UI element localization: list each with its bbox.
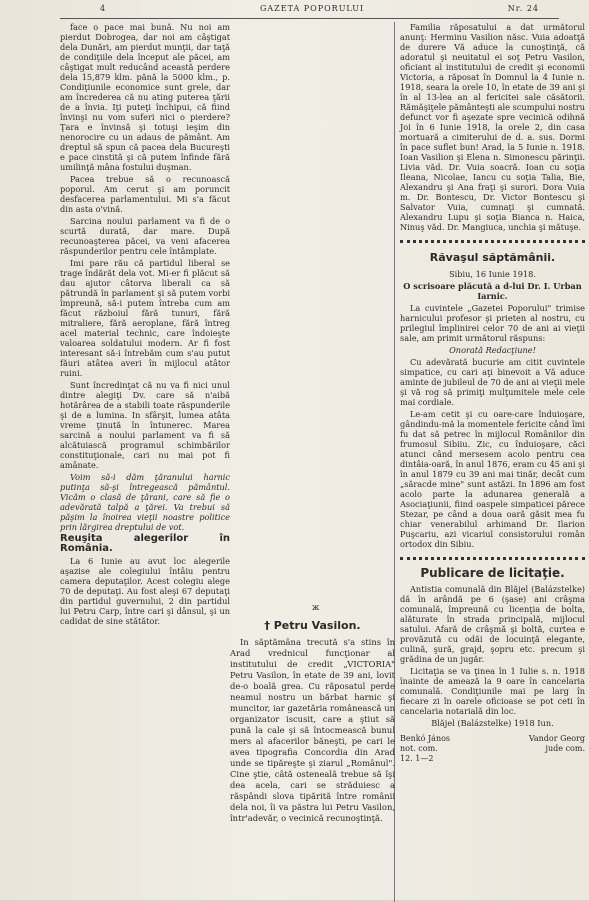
ornament-mark: ж — [312, 603, 320, 612]
ravas-letter-paragraph: Le-am cetit şi cu oare-care înduioşare, gândindu-mă la momentele fericite când îmi fu dat să petrec în mijlocul Românilor din frumosul Sibiiu. Zic, cu înduioşare, căci atunci când mersesem acolo pentru cea dintâia-oară, în anul 1876, eram cu 45 ani şi în anul 1879 cu 39 ani mai tinăr, decât cum „săracde mine" sunt astăzi. In 1896 am fost acolo parte la adunarea generală a Asociaţiunii, fiind oaspele simpaticei părece Stezar, pe când a doua oară găsit mea fu chiar venerabilul arhimand Dr. Ilarion Puşcariu, azi vicariul consistorului român ortodox din Sibiu. — [400, 409, 585, 549]
article-paragraph: face o pace mai bună. Nu noi am pierdut Dobrogea, dar noi am câştigat dela Dunări, am pierdut munţii, dar taţă de condiţiile dela început ale păcei, am câştigat mult reducând această perdere dela 15,879 klm. pănă la 5000 klm., p. Condiţiunile economice sunt grele, dar am încrederea că nu ating puterea ţării de a învia. Iţi puteţi închipui, că fiind învinşi nu vom suferi nici o pierdere? Ţara e învinsă şi totuşi ieşim din nenorocire cu un adaus de pământ. Am dreptul să spun că pacea dela Bucureşti e pace cinstită şi că putem înfinde fără umilinţă mâna fostului duşman. — [60, 22, 230, 172]
obituary-notice: Familia răposatului a dat următorul anunţ: Herminu Vasilion născ. Vuia adoatţă de durere Vă aduce la cunoştinţă, că adoratul şi neuitatul ei soţ Petru Vasilon, oficiant al institutului de credit şi economii Victoria, a răposat în Domnul la 4 Iunie n. 1918, seara la orele 10, în etate de 39 ani şi în al 13-lea an al fericitei sale căsătorii. Rămăşiţele pământeşti ale scumpului nostru defunct vor fi aşezate spre vecinică odihnă Joi în 6 Iunie 1918, la orele 2, din casa mortuară a cimiterului de d. a. sus. Dormi în pace suflet bun! Arad, la 5 Iunie n. 1918. Ioan Vasilion şi Elena n. Simonescu părinţii. Livia văd. Dr. Vuia soacră. Ioan cu soţia Ileana, Nicolae, Iancu cu soţia Talia, Bie, Alexandru şi Ana fraţi şi surori. Dora Vuia m. Dr. Bontescu, Dr. Victor Bontescu şi Salvator Vuia, cumnaţi şi cumnată. Alexandru Lupu şi soţia Bianca n. Haica, Ninuş văd. Dr. Mangiuca, unchia şi mătuşe. — [400, 22, 585, 232]
ravas-date: Sibiu, 16 Iunie 1918. — [449, 269, 536, 279]
obituary-article — [230, 620, 395, 890]
signatory-left-name: Benkó János — [400, 734, 451, 743]
issue-number: Nr. 24 — [507, 4, 539, 13]
article-paragraph: Imi pare rău că partidul liberal se trage îndărăt dela vot. Mi-er fi plăcut să dau ajutor câtorva liberali ca să pătrundă în parlament şi să putem vorbi împreună, să-i putem întreba cum am făcut războiul fără tunuri, fără mitraliere, fără aeroplane, fără întreg acel material technic, care îndoieşte valoarea soldatului modern. Ar fi fost interesant să-i întrebăm cum s'au putut făuri atâtea averi în mijlocul atâtor ruini. — [60, 258, 230, 378]
auction-place-date: Blăjel (Balázstelke) 1918 Iun. — [431, 718, 554, 728]
ravas-letter-paragraph: Cu adevărată bucurie am citit cuvintele simpatice, cu cari aţi binevoit a Vă aduce aminte de jubileul de 70 de ani ai vieţii mele şi vă rog să primiţi mulţumitele mele cele mai cordiale. — [400, 357, 585, 407]
ad-reference: 12. 1—2 — [400, 754, 434, 763]
auction-heading: Publicare de licitaţie. — [420, 566, 565, 580]
newspaper-title: GAZETA POPORULUI — [260, 4, 365, 13]
signatory-right-name: Vandor Georg — [528, 734, 585, 743]
article-paragraph: Sarcina noului parlament va fi de o scurtă durată, dar mare. După recunoaşterea păcei, va veni afacerea răspunderilor pentru cele întâmplate. — [60, 216, 230, 256]
signatory-left-role: not. com. — [400, 744, 438, 753]
ravas-subheading: O scrisoare plăcută a d-lui Dr. I. Urban Iarnic. — [403, 281, 582, 301]
dotted-separator — [400, 240, 585, 243]
signatory-right-role: jude com. — [545, 744, 585, 753]
section-text: La 6 Iunie au avut loc alegerile aşazise ale colegiului întâiu pentru camera deputaţilor. Acest colegiu alege 70 de deputaţi. Au fost aleşi 67 deputaţi din partidul guvernului, 2 din partidul lui Petru Carp, între cari şi dânsul, şi un cadidat de sine stătător. — [60, 556, 230, 626]
page-number: 4 — [100, 4, 107, 13]
article-paragraph: Pacea trebue să o recunoască poporul. Am cerut şi am poruncit desfacerea parlamentului. Mi s'a făcut din asta o'vină. — [60, 174, 230, 214]
header-rule — [60, 18, 559, 19]
auction-paragraph: Licitaţia se va ţinea în 1 Iulie s. n. 1918 înainte de amează la 9 oare în cancelaria comunală. Condiţiunile mai pe larg în fiecare zi în oarele oficioase se pot ceti în cancelaria notarială din loc. — [400, 666, 585, 716]
section-heading: Reuşita alegerilor în România. — [60, 533, 230, 554]
left-column — [60, 22, 230, 626]
ravas-intro: La cuvintele „Gazetei Poporului" trimise harnicului profesor şi prieten al nostru, cu prilegiul împlinirei celor 70 de ani ai vieţii sale, am primit următorul răspuns: — [400, 303, 585, 343]
article-paragraph: Voim să-i dăm ţăranului harnic putinţa să-şi întregească pământul. Vicăm o clasă de ţărani, care să fie o adevărată talpă a ţărei. Va trebui să păşim la înoirea vieţii noastre politice prin lărgirea dreptului de vot. — [60, 472, 230, 532]
ravas-heading: Răvaşul săptămânii. — [429, 251, 556, 264]
dotted-separator — [400, 557, 585, 560]
right-column — [400, 22, 585, 882]
obituary-title: † Petru Vasilon. — [264, 619, 361, 632]
page-header — [60, 4, 549, 18]
article-paragraph: Sunt încredinţat că nu va fi nici unul dintre alegiţi Dv. care să n'aibă hotărârea de a stabili toate răspunderile şi de a lumina. In sfârşit, lumea atâta vreme ţinută în întunerec. Marea sarcină a noului parlament va fi să alcătuiască programul schimbărilor constituţionale, cari nu mai pot fi amânate. — [60, 380, 230, 470]
signature-block — [400, 734, 585, 764]
ravas-salutation: Onorată Redacţiune! — [449, 345, 536, 355]
auction-paragraph: Antistia comunală din Blăjel (Balázstelke) dă în arândă pe 6 (şase) ani crâşma comunală, împreună cu licenţia de bolta, alăturate în strada principală, mijlocul satului. Afară de crâşmă şi boltă, curtea e provăzută cu odăi de locuinţă elegante, culină, şură, grajd, şopru etc. precum şi grădina de un jugăr. — [400, 584, 585, 664]
obituary-text: In săptămâna trecută s'a stins în Arad vrednicul funcţionar al institutului de credit „VICTORIA" Petru Vasilon, în etate de 39 ani, lovit de-o boală grea. Cu răposatul perde neamul nostru un bărbat harnic şi muncitor, iar gazetăria românească un organizator iscusit, care a ştiut să pună la cale şi să întocmească bunul mers al afacerilor băneşti, pe cari le avea tipografia Concordia din Arad unde se tipăreşte şi ziarul „Românul". Cine ştie, câtă osteneală trebue să îşi dea acela, cari se străduiesc a răspândi slova tipărită între românii dela noi, îi va păstra lui Petru Vasilon, într'adevăr, o vecinică recunoştinţă. — [230, 637, 395, 823]
